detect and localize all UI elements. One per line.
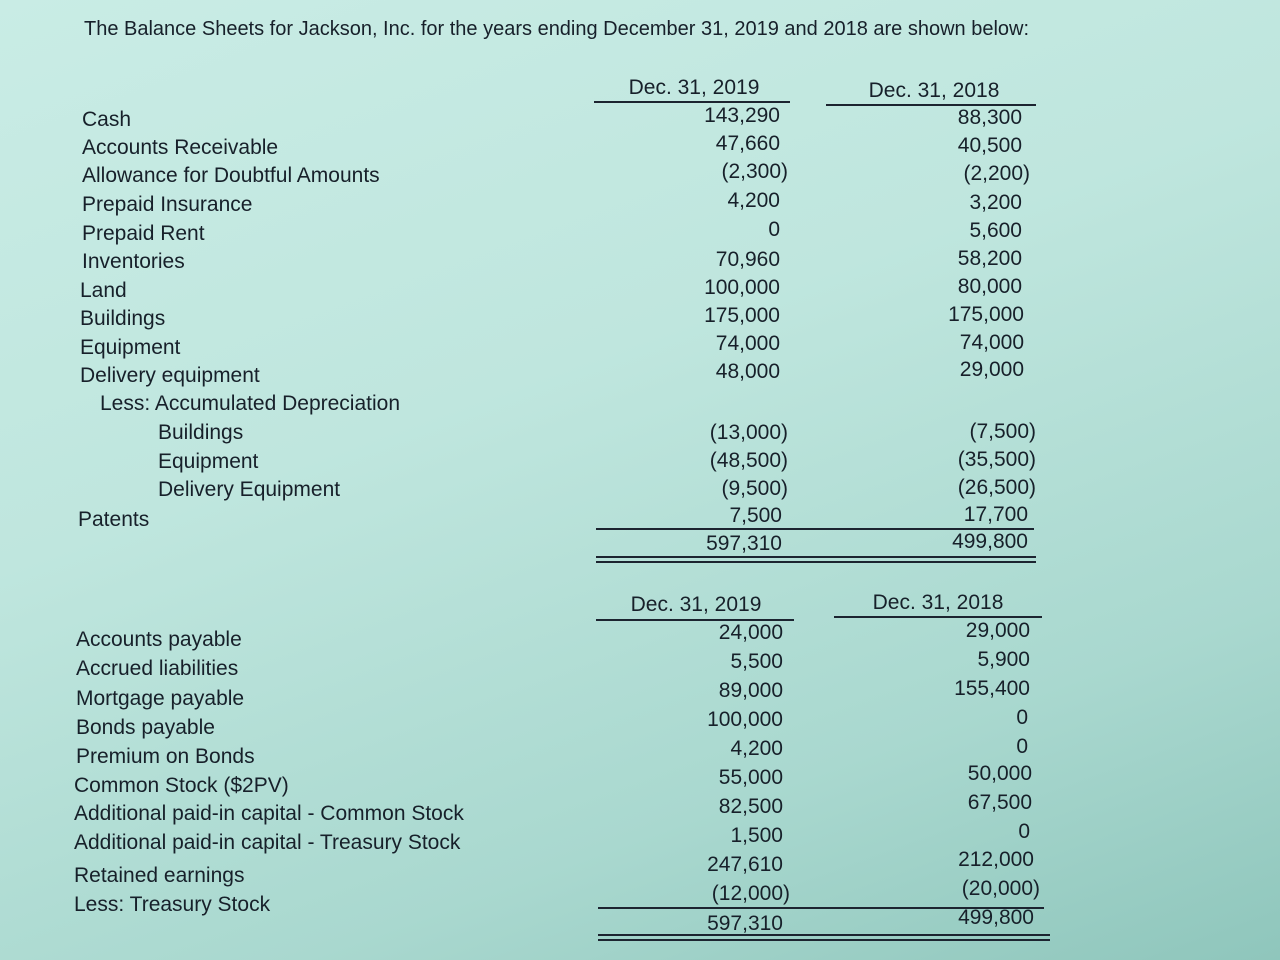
liability-value-2019: 55,000 <box>718 766 783 789</box>
assets-header-2019: Dec. 31, 2019 <box>628 76 760 99</box>
liability-label-accrued-liabilities: Accrued liabilities <box>76 657 239 680</box>
asset-value-2019: 175,000 <box>704 304 780 327</box>
liability-value-2019: (12,000) <box>711 882 790 905</box>
liability-value-2018: (20,000) <box>961 877 1040 900</box>
equity-label-common-stock: Common Stock ($2PV) <box>74 774 289 797</box>
equity-label-apic-treasury: Additional paid-in capital - Treasury Stock <box>74 831 461 854</box>
depreciation-value-2019: (9,500) <box>721 477 788 500</box>
equity-label-apic-common: Additional paid-in capital - Common Stock <box>74 802 464 825</box>
liabilities-total-2019: 597,310 <box>707 912 783 935</box>
asset-label-prepaid-rent: Prepaid Rent <box>82 222 205 245</box>
assets-total-2018: 499,800 <box>952 530 1028 553</box>
asset-label-buildings: Buildings <box>80 307 166 330</box>
asset-value-2018: 3,200 <box>969 191 1022 214</box>
depreciation-value-2018: (35,500) <box>957 448 1036 471</box>
asset-value-2019: 48,000 <box>715 360 780 383</box>
asset-value-2018: 40,500 <box>957 134 1022 157</box>
asset-value-2019: 74,000 <box>715 332 780 355</box>
liability-label-mortgage-payable: Mortgage payable <box>76 687 245 710</box>
asset-value-2019: 143,290 <box>704 104 780 127</box>
asset-value-2018: 175,000 <box>948 303 1024 326</box>
asset-value-2018: 58,200 <box>957 247 1022 270</box>
asset-label-land: Land <box>80 279 127 302</box>
asset-value-2019: 7,500 <box>729 504 782 527</box>
asset-value-2018: 74,000 <box>959 331 1024 354</box>
asset-value-2019: 70,960 <box>715 248 780 271</box>
depreciation-label-delivery-equipment: Delivery Equipment <box>158 478 341 501</box>
liability-label-accounts-payable: Accounts payable <box>76 628 242 651</box>
asset-value-2018: 29,000 <box>959 358 1024 381</box>
liability-value-2018: 5,900 <box>977 648 1030 671</box>
asset-value-2018: 88,300 <box>957 106 1022 129</box>
liability-value-2019: 89,000 <box>718 679 783 702</box>
asset-value-2019: 0 <box>768 218 780 241</box>
equity-label-treasury-stock: Less: Treasury Stock <box>74 893 271 916</box>
asset-value-2019: (2,300) <box>721 160 788 183</box>
asset-value-2019: 47,660 <box>715 132 780 155</box>
liability-value-2018: 50,000 <box>967 762 1032 785</box>
liabilities-total-double-line <box>598 934 1050 941</box>
assets-total-double-line <box>596 556 1036 563</box>
liability-value-2019: 5,500 <box>730 650 783 673</box>
liability-label-bonds-payable: Bonds payable <box>76 716 215 739</box>
equity-label-retained-earnings: Retained earnings <box>74 864 245 887</box>
liability-value-2019: 1,500 <box>730 824 783 847</box>
asset-value-2019: 100,000 <box>704 276 780 299</box>
liability-value-2018: 29,000 <box>965 619 1030 642</box>
assets-total-2019: 597,310 <box>706 532 782 555</box>
asset-value-2019: 4,200 <box>727 189 780 212</box>
depreciation-label-equipment: Equipment <box>158 450 259 473</box>
depreciation-label-buildings: Buildings <box>158 421 244 444</box>
depreciation-value-2019: (48,500) <box>709 449 788 472</box>
liability-label-premium-on-bonds: Premium on Bonds <box>76 745 255 768</box>
liabilities-header-2018: Dec. 31, 2018 <box>872 591 1004 614</box>
asset-value-2018: 80,000 <box>957 275 1022 298</box>
liability-value-2018: 155,400 <box>954 677 1030 700</box>
liability-value-2019: 100,000 <box>707 708 783 731</box>
liabilities-header-2019: Dec. 31, 2019 <box>630 593 762 616</box>
depreciation-value-2018: (26,500) <box>957 476 1036 499</box>
liability-value-2019: 24,000 <box>718 621 783 644</box>
liability-value-2019: 82,500 <box>718 795 783 818</box>
asset-label-inventories: Inventories <box>82 250 185 273</box>
asset-label-patents: Patents <box>78 508 150 531</box>
asset-label-prepaid-insurance: Prepaid Insurance <box>82 193 253 216</box>
less-accumulated-depreciation-label: Less: Accumulated Depreciation <box>100 392 400 415</box>
asset-label-cash: Cash <box>82 108 132 131</box>
depreciation-value-2019: (13,000) <box>709 421 788 444</box>
liability-value-2018: 0 <box>1016 706 1028 729</box>
liabilities-total-2018: 499,800 <box>958 906 1034 929</box>
asset-value-2018: 5,600 <box>969 219 1022 242</box>
liability-value-2018: 0 <box>1018 820 1030 843</box>
depreciation-value-2018: (7,500) <box>969 420 1036 443</box>
asset-label-allowance: Allowance for Doubtful Amounts <box>82 164 380 187</box>
asset-value-2018: 17,700 <box>963 503 1028 526</box>
liability-value-2018: 212,000 <box>958 848 1034 871</box>
asset-value-2018: (2,200) <box>963 162 1030 185</box>
liability-value-2019: 247,610 <box>707 853 783 876</box>
asset-label-accounts-receivable: Accounts Receivable <box>82 136 279 159</box>
asset-label-equipment: Equipment <box>80 336 181 359</box>
page-title: The Balance Sheets for Jackson, Inc. for the years ending December 31, 2019 and 2018 are shown below: <box>84 18 1030 40</box>
assets-header-2018: Dec. 31, 2018 <box>868 79 1000 102</box>
liability-value-2019: 4,200 <box>730 737 783 760</box>
liability-value-2018: 0 <box>1016 735 1028 758</box>
asset-label-delivery-equipment: Delivery equipment <box>80 364 260 387</box>
liability-value-2018: 67,500 <box>967 791 1032 814</box>
